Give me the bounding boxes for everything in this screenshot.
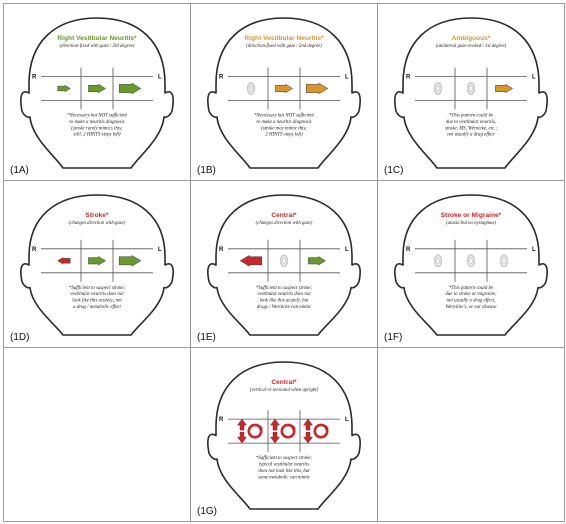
diagnosis-note-line: stroke, MS, Wernicke, etc.; xyxy=(444,126,498,132)
diagnosis-note-line: still, 2 HINTS steps left) xyxy=(73,132,121,138)
diagnosis-note-line: *Sufficient to suspect stroke; xyxy=(255,285,313,291)
right-side-label: R xyxy=(219,417,224,424)
diagnosis-note-line: a drug / metabolic effect xyxy=(73,305,121,310)
right-side-label: R xyxy=(219,246,224,253)
right-side-label: R xyxy=(32,246,37,253)
panel-label: (1B) xyxy=(197,165,216,176)
diagnosis-note-line: *Sufficient to suspect stroke; xyxy=(255,456,313,462)
head-diagram-1f xyxy=(378,181,564,347)
diagnosis-note-line: 2 HINTS steps left) xyxy=(265,132,303,138)
diagnosis-subtitle: (changes direction with gaze) xyxy=(255,221,313,226)
head-diagram-1b xyxy=(191,4,377,180)
right-side-label: R xyxy=(219,74,224,81)
head-diagram-1c xyxy=(378,4,564,180)
diagnosis-note-line: look like this acutely, but xyxy=(259,298,309,304)
panel-1f xyxy=(377,180,565,348)
diagnosis-note-line: to make a neuritis diagnosis xyxy=(69,119,125,125)
panel-1a xyxy=(3,3,191,181)
diagnosis-note-line: (stroke rarely mimics this; xyxy=(71,126,123,132)
left-side-label: L xyxy=(345,74,349,81)
diagnosis-note-line: due to vestibular neuritis, xyxy=(445,119,497,125)
left-side-label: L xyxy=(532,74,536,81)
diagnosis-title: Right Vestibular Neuritis* xyxy=(244,35,324,42)
panel-label: (1F) xyxy=(384,332,403,343)
head-diagram-1e xyxy=(191,181,377,347)
diagnosis-note-line: vestibular neuritis does not xyxy=(70,292,124,298)
right-side-label: R xyxy=(406,74,411,81)
diagnosis-note-line: *Necessary but NOT sufficient xyxy=(254,113,314,119)
diagnosis-note-line: *This pattern could be xyxy=(448,113,494,119)
panel-label: (1E) xyxy=(197,332,216,343)
panel-1e xyxy=(190,180,378,348)
head-diagram-1g xyxy=(191,348,377,521)
diagnosis-title: Right Vestibular Neuritis* xyxy=(57,35,137,42)
diagnosis-note-line: drugs / Wernicke can mimic xyxy=(256,305,312,310)
diagnosis-note-line: not usually a drug effect xyxy=(447,132,495,138)
panel-1g xyxy=(190,347,378,522)
diagnosis-title: Ambiguous* xyxy=(451,35,491,42)
head-diagram-1a xyxy=(4,4,190,180)
diagnosis-note-line: some metabolic can mimic xyxy=(257,475,311,481)
diagnosis-title: Central* xyxy=(271,379,297,386)
head-diagram-1d xyxy=(4,181,190,347)
diagnosis-note-line: vestibular neuritis does not xyxy=(257,292,311,298)
diagnosis-note-line: Wernicke's, or ear disease xyxy=(445,305,497,310)
diagnosis-subtitle: (ataxia but no nystagmus) xyxy=(446,221,496,226)
diagnosis-note-line: does not look like this, but xyxy=(258,468,310,474)
diagnosis-subtitle: (changes direction with gaze) xyxy=(68,221,126,226)
diagnosis-note-line: (stroke may mimic this; xyxy=(261,126,307,132)
right-side-label: R xyxy=(32,74,37,81)
left-side-label: L xyxy=(345,246,349,253)
diagnosis-note-line: not usually a drug effect, xyxy=(446,298,496,304)
panel-label: (1G) xyxy=(197,506,217,517)
diagnosis-subtitle: (direction-fixed with gaze / 2nd degree) xyxy=(246,44,322,49)
diagnosis-note-line: *This pattern could be xyxy=(448,285,494,291)
left-side-label: L xyxy=(345,417,349,424)
left-side-label: L xyxy=(158,246,162,253)
diagnosis-title: Central* xyxy=(271,212,297,219)
panel-1b xyxy=(190,3,378,181)
empty-cell-right xyxy=(377,347,565,522)
diagnosis-subtitle: (direction-fixed with gaze / 3rd degree) xyxy=(59,44,135,49)
diagnosis-title: Stroke or Migraine* xyxy=(440,212,502,219)
panel-label: (1C) xyxy=(384,165,404,176)
panel-1c xyxy=(377,3,565,181)
panel-1d xyxy=(3,180,191,348)
diagnosis-title: Stroke* xyxy=(85,212,109,219)
diagnosis-note-line: *Sufficient to suspect stroke; xyxy=(68,285,126,291)
diagnosis-note-line: typical vestibular neuritis xyxy=(258,462,310,468)
left-side-label: L xyxy=(532,246,536,253)
empty-cell-left xyxy=(3,347,191,522)
right-side-label: R xyxy=(406,246,411,253)
diagnosis-note-line: to make a neuritis diagnosis xyxy=(256,119,312,125)
panel-label: (1A) xyxy=(10,165,29,176)
diagnosis-subtitle: (unilateral gaze-evoked / 1st degree) xyxy=(435,44,507,49)
diagnosis-note-line: *Necessary but NOT sufficient xyxy=(67,113,127,119)
diagnosis-note-line: due to stroke or migraine; xyxy=(445,292,497,298)
diagnosis-subtitle: (vertical or torsional when upright) xyxy=(249,388,319,393)
panel-label: (1D) xyxy=(10,332,30,343)
diagnosis-note-line: look like this acutely; not xyxy=(72,298,122,304)
left-side-label: L xyxy=(158,74,162,81)
